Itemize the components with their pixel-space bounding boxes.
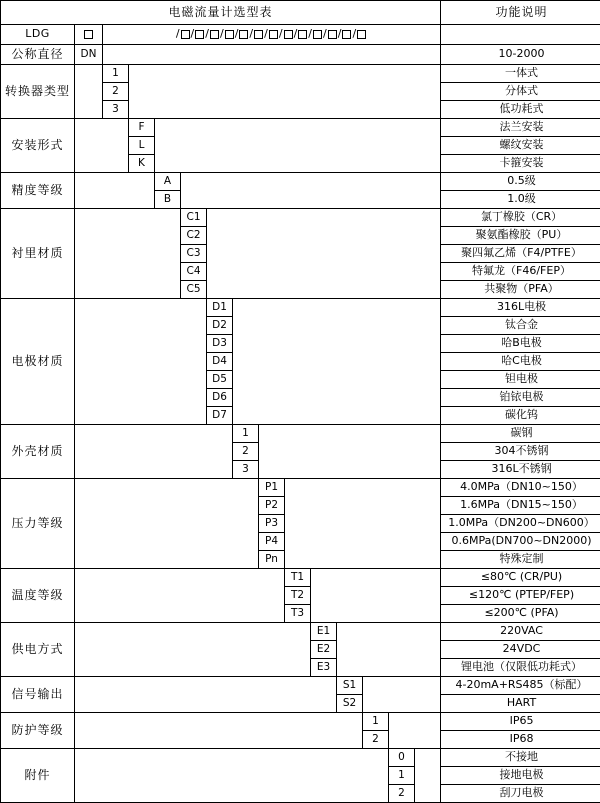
ladder-blank [75, 479, 259, 569]
desc-mounting-type-f: 法兰安装 [441, 119, 600, 137]
desc-mounting-type-k: 卡箍安装 [441, 155, 600, 173]
code-mounting-type-l[interactable]: L [129, 137, 155, 155]
ladder-blank [75, 425, 233, 479]
desc-temperature-t1: ≤80℃ (CR/PU) [441, 569, 600, 587]
code-converter-type-3[interactable]: 3 [103, 101, 129, 119]
desc-converter-type-3: 低功耗式 [441, 101, 600, 119]
desc-accuracy-b: 1.0级 [441, 191, 600, 209]
desc-electrode-d3: 哈B电极 [441, 335, 600, 353]
ladder-blank [233, 299, 441, 425]
desc-pressure-p3: 1.0MPa（DN200~DN600） [441, 515, 600, 533]
code-accessory-0[interactable]: 0 [389, 749, 415, 767]
desc-pressure-p1: 4.0MPa（DN10~150） [441, 479, 600, 497]
ladder-blank [75, 173, 155, 209]
desc-accessory-2: 刮刀电极 [441, 785, 600, 803]
code-mounting-type-k[interactable]: K [129, 155, 155, 173]
code-signal-s2[interactable]: S2 [337, 695, 363, 713]
ladder-blank [181, 173, 441, 209]
desc-power-e1: 220VAC [441, 623, 600, 641]
desc-housing-3: 316L不锈钢 [441, 461, 600, 479]
desc-temperature-t3: ≤200℃ (PFA) [441, 605, 600, 623]
desc-liner-c2: 聚氨酯橡胶（PU） [441, 227, 600, 245]
ladder-blank [415, 749, 441, 803]
code-pressure-p3[interactable]: P3 [259, 515, 285, 533]
code-pressure-p4[interactable]: P4 [259, 533, 285, 551]
desc-electrode-d6: 铂铱电极 [441, 389, 600, 407]
code-pressure-pn[interactable]: Pn [259, 551, 285, 569]
row-label-accessories: 附件 [1, 749, 75, 803]
desc-pressure-p4: 0.6MPa(DN700~DN2000) [441, 533, 600, 551]
code-accuracy-a[interactable]: A [155, 173, 181, 191]
desc-pressure-pn: 特殊定制 [441, 551, 600, 569]
code-electrode-d4[interactable]: D4 [207, 353, 233, 371]
row-label-temperature-class: 温度等级 [1, 569, 75, 623]
desc-temperature-t2: ≤120℃ (PTEP/FEP) [441, 587, 600, 605]
code-pressure-p1[interactable]: P1 [259, 479, 285, 497]
ladder-blank [75, 119, 129, 173]
row-label-converter-type: 转换器类型 [1, 65, 75, 119]
desc-accessory-1: 接地电极 [441, 767, 600, 785]
function-title: 功能说明 [441, 1, 600, 25]
code-housing-1[interactable]: 1 [233, 425, 259, 443]
code-electrode-d5[interactable]: D5 [207, 371, 233, 389]
code-liner-c1[interactable]: C1 [181, 209, 207, 227]
code-converter-type-2[interactable]: 2 [103, 83, 129, 101]
desc-accessory-0: 不接地 [441, 749, 600, 767]
row-label-electrode-material: 电极材质 [1, 299, 75, 425]
desc-electrode-d5: 钽电极 [441, 371, 600, 389]
desc-housing-1: 碳钢 [441, 425, 600, 443]
code-accessory-1[interactable]: 1 [389, 767, 415, 785]
model-code-slashes: / / / / / / / / / / / / / [103, 25, 441, 45]
desc-signal-s1: 4-20mA+RS485（标配） [441, 677, 600, 695]
code-power-e1[interactable]: E1 [311, 623, 337, 641]
row-label-signal-output: 信号输出 [1, 677, 75, 713]
code-electrode-d7[interactable]: D7 [207, 407, 233, 425]
row-label-protection-class: 防护等级 [1, 713, 75, 749]
chart-title: 电磁流量计选型表 [1, 1, 441, 25]
code-electrode-d3[interactable]: D3 [207, 335, 233, 353]
code-temperature-t3[interactable]: T3 [285, 605, 311, 623]
desc-signal-s2: HART [441, 695, 600, 713]
ladder-blank [363, 677, 441, 713]
desc-converter-type-1: 一体式 [441, 65, 600, 83]
desc-protection-2: IP68 [441, 731, 600, 749]
code-protection-1[interactable]: 1 [363, 713, 389, 731]
row-label-power-supply: 供电方式 [1, 623, 75, 677]
desc-mounting-type-l: 螺纹安装 [441, 137, 600, 155]
code-electrode-d6[interactable]: D6 [207, 389, 233, 407]
code-liner-c5[interactable]: C5 [181, 281, 207, 299]
desc-protection-1: IP65 [441, 713, 600, 731]
desc-liner-c3: 聚四氟乙烯（F4/PTFE） [441, 245, 600, 263]
desc-electrode-d1: 316L电极 [441, 299, 600, 317]
code-accuracy-b[interactable]: B [155, 191, 181, 209]
ladder-blank [75, 713, 363, 749]
ladder-blank [75, 623, 311, 677]
code-liner-c3[interactable]: C3 [181, 245, 207, 263]
row-label-pressure-class: 压力等级 [1, 479, 75, 569]
checkbox-glyph [84, 30, 93, 39]
code-mounting-type-f[interactable]: F [129, 119, 155, 137]
row-label-housing-material: 外壳材质 [1, 425, 75, 479]
code-signal-s1[interactable]: S1 [337, 677, 363, 695]
code-housing-3[interactable]: 3 [233, 461, 259, 479]
ladder-blank [103, 45, 441, 65]
desc-converter-type-2: 分体式 [441, 83, 600, 101]
row-label-liner-material: 衬里材质 [1, 209, 75, 299]
desc-liner-c4: 特氟龙（F46/FEP） [441, 263, 600, 281]
desc-pressure-p2: 1.6MPa（DN15~150） [441, 497, 600, 515]
desc-electrode-d4: 哈C电极 [441, 353, 600, 371]
row-label-mounting-type: 安装形式 [1, 119, 75, 173]
ladder-blank [207, 209, 441, 299]
code-power-e2[interactable]: E2 [311, 641, 337, 659]
code-temperature-t2[interactable]: T2 [285, 587, 311, 605]
code-accessory-2[interactable]: 2 [389, 785, 415, 803]
code-liner-c2[interactable]: C2 [181, 227, 207, 245]
model-box-dn [75, 25, 103, 45]
desc-liner-c5: 共聚物（PFA） [441, 281, 600, 299]
ladder-blank [311, 569, 441, 623]
ladder-blank [75, 65, 103, 119]
code-power-e3[interactable]: E3 [311, 659, 337, 677]
row-label-nominal-diameter: 公称直径 [1, 45, 75, 65]
ladder-blank [75, 677, 337, 713]
code-dn[interactable]: DN [75, 45, 103, 65]
desc-power-e3: 锂电池（仅限低功耗式） [441, 659, 600, 677]
desc-electrode-d7: 碳化钨 [441, 407, 600, 425]
ladder-blank [337, 623, 441, 677]
ladder-blank [75, 569, 285, 623]
code-liner-c4[interactable]: C4 [181, 263, 207, 281]
ladder-blank [129, 65, 441, 119]
code-housing-2[interactable]: 2 [233, 443, 259, 461]
desc-accuracy-a: 0.5级 [441, 173, 600, 191]
code-temperature-t1[interactable]: T1 [285, 569, 311, 587]
ladder-blank [389, 713, 441, 749]
ladder-blank [75, 299, 207, 425]
desc-liner-c1: 氯丁橡胶（CR） [441, 209, 600, 227]
row-label-accuracy-class: 精度等级 [1, 173, 75, 209]
ladder-blank [259, 425, 441, 479]
code-converter-type-1[interactable]: 1 [103, 65, 129, 83]
desc-nominal-diameter: 10-2000 [441, 45, 600, 65]
code-pressure-p2[interactable]: P2 [259, 497, 285, 515]
model-prefix: LDG [1, 25, 75, 45]
desc-housing-2: 304不锈钢 [441, 443, 600, 461]
ladder-blank [75, 209, 181, 299]
code-electrode-d1[interactable]: D1 [207, 299, 233, 317]
model-code-desc-spacer [441, 25, 600, 45]
code-electrode-d2[interactable]: D2 [207, 317, 233, 335]
ladder-blank [285, 479, 441, 569]
ladder-blank [75, 749, 389, 803]
desc-electrode-d2: 钛合金 [441, 317, 600, 335]
ladder-blank [155, 119, 441, 173]
code-protection-2[interactable]: 2 [363, 731, 389, 749]
desc-power-e2: 24VDC [441, 641, 600, 659]
